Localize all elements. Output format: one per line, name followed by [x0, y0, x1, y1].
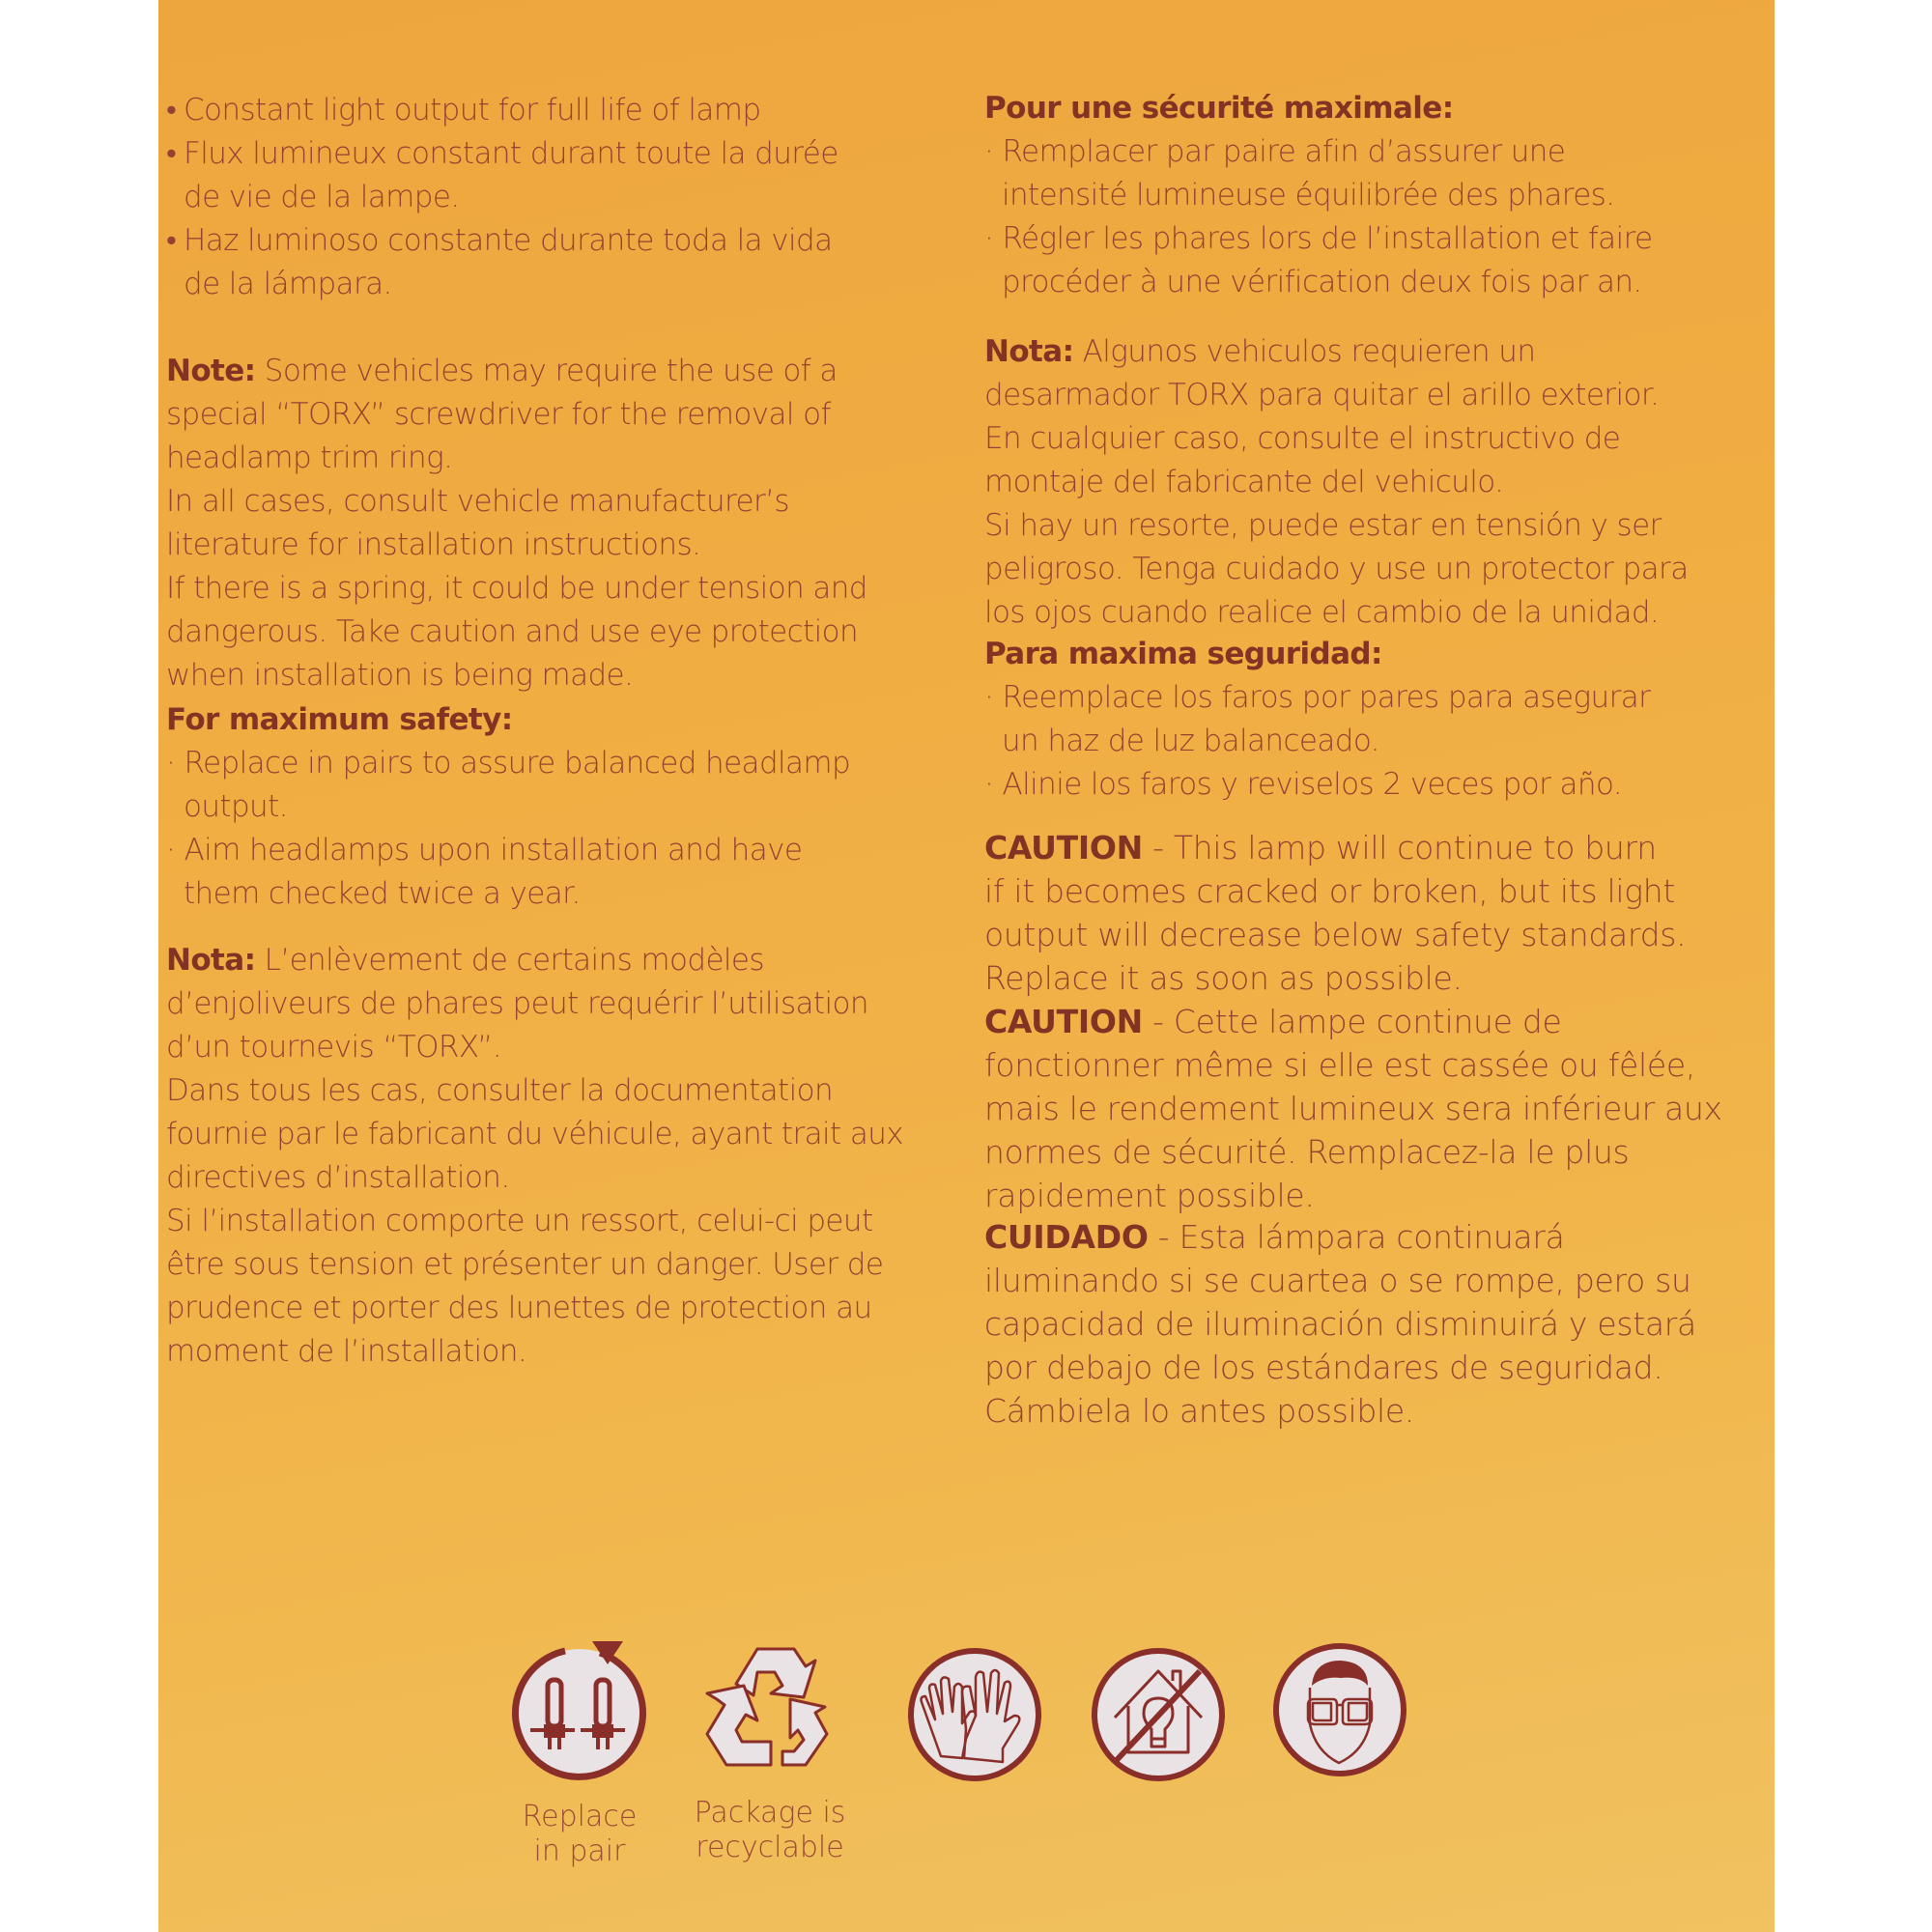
feature-item-cont: de vie de la lampe. — [184, 180, 460, 214]
note-spanish: Nota: Algunos vehiculos requieren un desarmador TORX para quitar el arillo exterior. En cualquier caso, consulte el instructivo de montaje del fabricante del vehiculo. Si hay un resorte, puede estar en tensión y ser peligroso. Tenga cuidado y use un protector para los ojos cuando realice el cambio de la unidad. — [984, 334, 1689, 630]
safety-english: For maximum safety: · Replace in pairs to assure balanced headlamp output. · Aim headlamps upon installation and have them checked twice a year. — [166, 698, 850, 916]
note-label: Nota: — [166, 943, 256, 978]
caution-english: CAUTION - This lamp will continue to burn if it becomes cracked or broken, but its light output will decrease below safety standards. Replace it as soon as possible. — [984, 829, 1687, 997]
feature-item: • Constant light output for full life of lamp — [166, 89, 838, 132]
note-label: Nota: — [984, 334, 1074, 369]
recycle-icon — [697, 1637, 842, 1782]
safety-spanish: Para maxima seguridad: · Reemplace los faros por pares para asegurar un haz de luz balanceado. · Alinie los faros y reviselos 2 veces por año. — [984, 633, 1650, 807]
caution-spanish: CUIDADO - Esta lámpara continuará iluminando si se cuartea o se rompe, pero su capacidad de iluminación disminuirá y estará por debajo de los estándares de seguridad. Cámbiela lo antes possible. — [984, 1218, 1696, 1430]
caution-label: CAUTION — [984, 829, 1143, 867]
note-english: Note: Some vehicles may require the use of a special “TORX” screwdriver for the removal of headlamp trim ring. In all cases, consult vehicle manufacturer’s literature for installation instructions. If there is a spring, it could be under tension and dangerous. Take caution and use eye protection when installation is being made. — [166, 354, 867, 693]
caution-label: CAUTION — [984, 1003, 1143, 1040]
feature-item: • Flux lumineux constant durant toute la durée — [166, 132, 838, 176]
safety-heading: For maximum safety: — [166, 702, 513, 737]
safety-french: Pour une sécurité maximale: · Remplacer par paire afin d’assurer une intensité lumineuse équilibrée des phares. · Régler les phares lors de l’installation et faire procéder à une vérification deux fois par an. — [984, 87, 1653, 304]
feature-item: • Haz luminoso constante durante toda la vida — [166, 219, 838, 263]
note-label: Note: — [166, 354, 256, 388]
gloves-icon — [902, 1642, 1047, 1787]
safety-heading: Para maxima seguridad: — [984, 637, 1382, 671]
feature-item-cont: de la lámpara. — [184, 267, 392, 301]
safety-icons-row — [158, 1637, 1775, 1927]
bullet-dot: • — [166, 223, 177, 258]
recyclable-caption: Package is recyclable — [694, 1796, 846, 1864]
replace-in-pair-icon — [507, 1637, 652, 1782]
note-french: Nota: L’enlèvement de certains modèles d’enjoliveurs de phares peut requérir l’utilisation d’un tournevis “TORX”. Dans tous les cas, consulter la documentation fournie par le fabricant du véhicule, ayant trait aux directives d’installation. Si l’installation comporte un ressort, celui-ci peut être sous tension et présenter un danger. User de prudence et porter des lunettes de protection au moment de l’installation. — [166, 943, 904, 1369]
no-household-use-icon — [1086, 1642, 1231, 1787]
package-panel — [158, 0, 1775, 1932]
caution-label: CUIDADO — [984, 1218, 1149, 1256]
eye-protection-icon — [1267, 1637, 1412, 1782]
features-list — [166, 89, 838, 306]
safety-heading: Pour une sécurité maximale: — [984, 91, 1454, 126]
bullet-dot: • — [166, 93, 177, 128]
bullet-dot: • — [166, 136, 177, 171]
caution-french: CAUTION - Cette lampe continue de fonctionner même si elle est cassée ou fêlée, mais le rendement lumineux sera inférieur aux normes de sécurité. Remplacez-la le plus rapidement possible. — [984, 1003, 1722, 1214]
replace-in-pair-caption: Replace in pair — [522, 1800, 638, 1868]
